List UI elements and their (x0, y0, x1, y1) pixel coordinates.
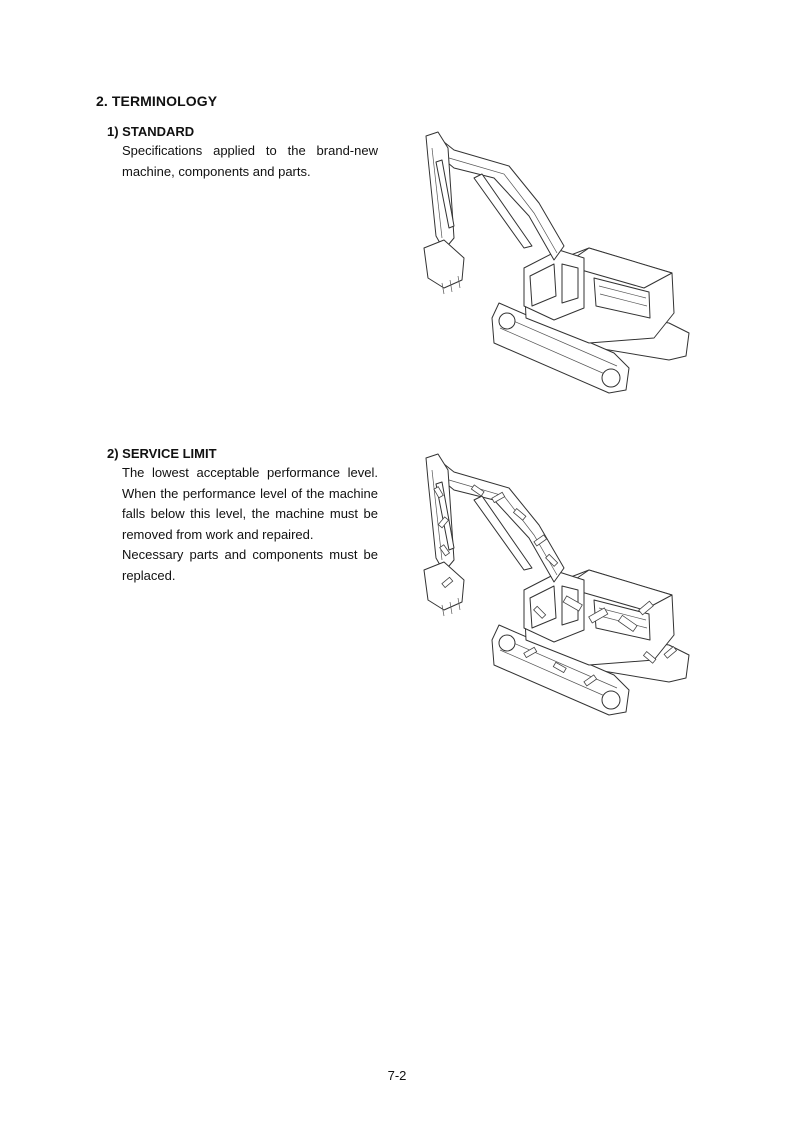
standard-line: machine, components and parts. (122, 163, 311, 179)
service-limit-heading: 2) SERVICE LIMIT (107, 446, 217, 461)
page-number: 7-2 (387, 1068, 407, 1083)
excavator-service-limit-illustration (414, 450, 698, 740)
service-limit-line: The lowest acceptable performance level. (122, 465, 378, 480)
standard-description (122, 141, 378, 182)
service-limit-line: replaced. (122, 567, 176, 583)
service-limit-line: When the performance level of the machine (122, 485, 378, 501)
service-limit-description (122, 463, 378, 587)
standard-line: Specifications applied to the brand-new (122, 143, 378, 158)
excavator-new-illustration (414, 128, 698, 418)
standard-heading: 1) STANDARD (107, 124, 195, 139)
section-title: 2. TERMINOLOGY (96, 93, 218, 109)
service-limit-line: Necessary parts and components must be (122, 547, 378, 563)
service-limit-line: falls below this level, the machine must be (122, 506, 378, 522)
service-limit-line: removed from work and repaired. (122, 526, 314, 542)
